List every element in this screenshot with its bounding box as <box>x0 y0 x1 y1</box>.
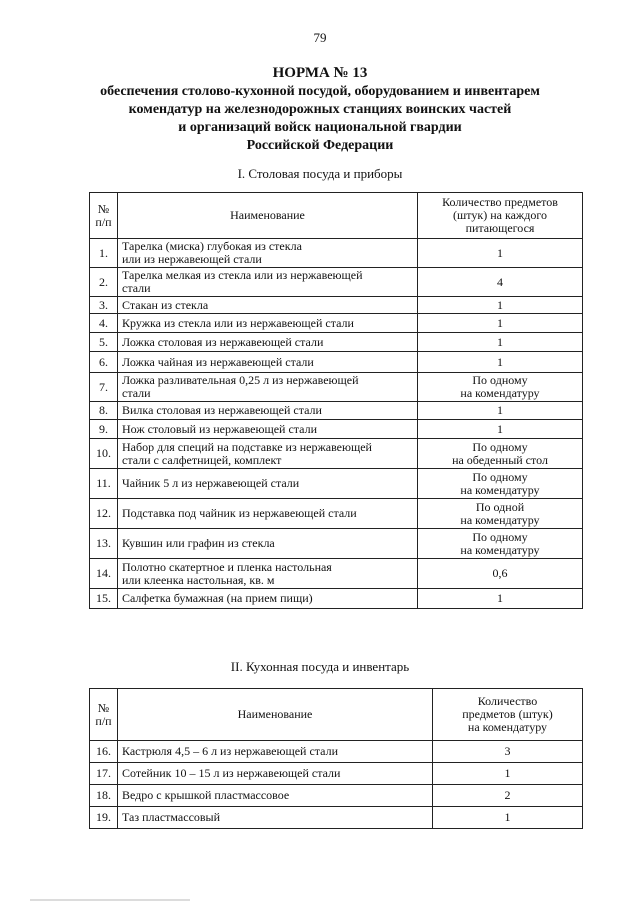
row-number: 3. <box>90 297 118 314</box>
row-number: 13. <box>90 529 118 559</box>
row-quantity-line-1: 1 <box>497 591 503 605</box>
table-header-row <box>90 689 583 741</box>
title-line-2: обеспечения столово-кухонной посудой, оборудованием и инвентарем <box>100 84 540 99</box>
row-name <box>118 589 418 609</box>
table-row <box>90 469 583 499</box>
header-num-line-2: п/п <box>95 713 112 728</box>
row-number: 19. <box>90 807 118 829</box>
row-name-line-1: Стакан из стекла <box>122 297 209 312</box>
row-quantity <box>418 529 583 559</box>
row-name-line-1: Кувшин или графин из стекла <box>122 536 275 550</box>
table-row <box>90 559 583 589</box>
row-quantity <box>418 333 583 352</box>
table-row <box>90 420 583 439</box>
row-quantity: 3 <box>433 741 583 763</box>
row-quantity <box>418 268 583 297</box>
header-qty-line-2: (штук) на каждого <box>453 208 547 222</box>
table-row <box>90 589 583 609</box>
row-name <box>118 333 418 352</box>
row-number: 12. <box>90 499 118 529</box>
row-name <box>118 373 418 402</box>
row-quantity-line-1: 1 <box>497 245 503 260</box>
row-quantity-line-1: 1 <box>497 354 503 369</box>
table-row <box>90 314 583 333</box>
table-row <box>90 529 583 559</box>
row-name <box>118 297 418 314</box>
header-name: Наименование <box>118 689 433 741</box>
row-number: 16. <box>90 741 118 763</box>
row-name-line-1: Кружка из стекла или из нержавеющей стали <box>122 315 354 330</box>
header-qty-line-1: Количество предметов <box>442 195 558 209</box>
row-quantity: 1 <box>433 807 583 829</box>
row-quantity <box>418 439 583 469</box>
header-num <box>90 193 118 239</box>
row-quantity: 2 <box>433 785 583 807</box>
row-name-line-1: Нож столовый из нержавеющей стали <box>122 421 318 436</box>
row-number: 1. <box>90 239 118 268</box>
row-quantity-line-1: 1 <box>497 421 503 436</box>
table-row <box>90 807 583 829</box>
row-name-line-2: стали с салфетницей, комплект <box>122 452 282 467</box>
row-name <box>118 314 418 333</box>
row-quantity <box>418 559 583 589</box>
row-name-line-1: Чайник 5 л из нержавеющей стали <box>122 476 300 490</box>
header-qty <box>418 193 583 239</box>
row-quantity <box>418 352 583 373</box>
row-name-line-1: Салфетка бумажная (на прием пищи) <box>122 591 313 605</box>
row-quantity-line-2: на комендатуру <box>460 512 540 527</box>
table-row <box>90 741 583 763</box>
header-num <box>90 689 118 741</box>
table-row <box>90 239 583 268</box>
row-name-line-1: Ложка разливательная 0,25 л из нержавеющей <box>122 373 359 387</box>
row-name <box>118 559 418 589</box>
row-quantity-line-1: 4 <box>497 274 503 289</box>
row-name <box>118 239 418 268</box>
row-quantity-line-2: на комендатуру <box>460 542 540 557</box>
table-row <box>90 499 583 529</box>
row-quantity <box>418 499 583 529</box>
row-quantity <box>418 239 583 268</box>
table-row <box>90 402 583 420</box>
row-name <box>118 499 418 529</box>
row-quantity-line-2: на обеденный стол <box>452 452 548 467</box>
row-quantity-line-1: По одному <box>472 469 528 484</box>
row-name-line-1: Набор для специй на подставке из нержавеющей <box>122 439 372 454</box>
tableware-table <box>89 192 583 609</box>
row-name <box>118 352 418 373</box>
row-number: 18. <box>90 785 118 807</box>
title-line-3: комендатур на железнодорожных станциях воинских частей <box>128 102 512 117</box>
row-quantity <box>418 297 583 314</box>
row-name-line-1: Ложка чайная из нержавеющей стали <box>122 354 314 369</box>
row-name: Ведро с крышкой пластмассовое <box>118 785 433 807</box>
document-title <box>0 64 640 155</box>
row-quantity-line-1: 0,6 <box>492 566 508 580</box>
header-num-line-1: № <box>97 700 110 715</box>
row-name <box>118 268 418 297</box>
row-name-line-2: или из нержавеющей стали <box>122 252 262 266</box>
row-number: 8. <box>90 402 118 420</box>
row-quantity-line-1: 1 <box>497 403 503 417</box>
row-name: Таз пластмассовый <box>118 807 433 829</box>
kitchenware-table <box>89 688 583 829</box>
row-quantity-line-1: По одному <box>472 373 528 387</box>
row-number: 4. <box>90 314 118 333</box>
table-row <box>90 268 583 297</box>
table-row <box>90 439 583 469</box>
section-2-title: II. Кухонная посуда и инвентарь <box>230 659 410 674</box>
row-quantity <box>418 373 583 402</box>
page-number: 79 <box>313 30 327 45</box>
table-row <box>90 333 583 352</box>
header-qty <box>433 689 583 741</box>
row-number: 9. <box>90 420 118 439</box>
row-name <box>118 469 418 499</box>
header-qty-line-3: на комендатуру <box>467 720 548 734</box>
table-header-row <box>90 193 583 239</box>
row-number: 15. <box>90 589 118 609</box>
header-num-line-1: № <box>97 201 110 216</box>
row-quantity-line-1: По одному <box>472 439 528 454</box>
header-qty-line-3: питающегося <box>465 221 535 235</box>
header-qty-line-2: предметов (штук) <box>462 707 553 721</box>
row-name-line-2: или клеенка настольная, кв. м <box>122 572 275 587</box>
row-name-line-1: Ложка столовая из нержавеющей стали <box>122 334 324 349</box>
row-number: 11. <box>90 469 118 499</box>
row-name-line-1: Тарелка мелкая из стекла или из нержавеющей <box>122 268 363 282</box>
row-quantity <box>418 314 583 333</box>
row-number: 17. <box>90 763 118 785</box>
row-name <box>118 402 418 420</box>
row-quantity-line-2: на комендатуру <box>460 386 540 400</box>
row-number: 14. <box>90 559 118 589</box>
table-row <box>90 785 583 807</box>
row-number: 5. <box>90 333 118 352</box>
row-number: 2. <box>90 268 118 297</box>
row-quantity-line-1: 1 <box>497 334 503 349</box>
header-num-line-2: п/п <box>95 214 112 229</box>
title-line-1: НОРМА № 13 <box>272 65 368 81</box>
row-number: 7. <box>90 373 118 402</box>
table-row <box>90 763 583 785</box>
row-quantity <box>418 420 583 439</box>
row-number: 6. <box>90 352 118 373</box>
table-row <box>90 373 583 402</box>
header-qty-line-1: Количество <box>477 694 538 708</box>
row-name-line-2: стали <box>122 281 151 295</box>
row-name <box>118 529 418 559</box>
header-name: Наименование <box>118 193 418 239</box>
row-quantity <box>418 589 583 609</box>
row-quantity-line-1: По одной <box>475 499 525 514</box>
row-name-line-2: стали <box>122 386 151 400</box>
row-quantity-line-1: По одному <box>472 529 528 544</box>
row-name-line-1: Подставка под чайник из нержавеющей стали <box>122 506 357 520</box>
row-quantity <box>418 402 583 420</box>
row-name: Сотейник 10 – 15 л из нержавеющей стали <box>118 763 433 785</box>
title-line-4: и организаций войск национальной гвардии <box>178 120 462 135</box>
row-name-line-1: Вилка столовая из нержавеющей стали <box>122 403 322 417</box>
row-name-line-1: Полотно скатертное и пленка настольная <box>122 559 332 574</box>
row-quantity-line-2: на комендатуру <box>460 482 540 497</box>
row-quantity <box>418 469 583 499</box>
footer-registration-mark <box>30 899 190 901</box>
section-1-title: I. Столовая посуда и приборы <box>237 166 403 181</box>
row-name: Кастрюля 4,5 – 6 л из нержавеющей стали <box>118 741 433 763</box>
row-quantity: 1 <box>433 763 583 785</box>
title-line-5: Российской Федерации <box>246 138 394 153</box>
row-name-line-1: Тарелка (миска) глубокая из стекла <box>122 239 302 253</box>
row-quantity-line-1: 1 <box>497 315 503 330</box>
table-row <box>90 297 583 314</box>
row-name <box>118 439 418 469</box>
row-name <box>118 420 418 439</box>
table-row <box>90 352 583 373</box>
row-number: 10. <box>90 439 118 469</box>
row-quantity-line-1: 1 <box>497 297 503 312</box>
